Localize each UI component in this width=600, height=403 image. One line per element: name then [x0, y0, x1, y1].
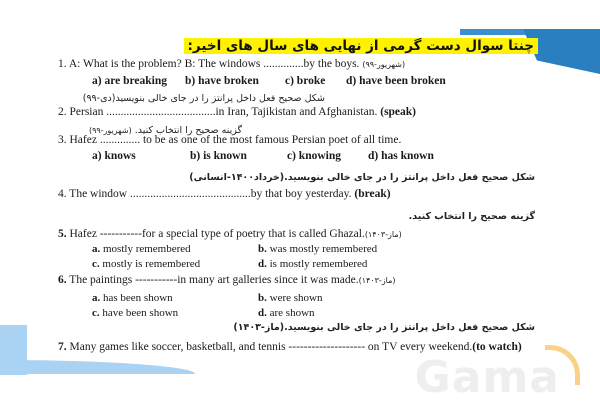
page-title: چنتا سوال دست گرمی از نهایی های سال های اخیر:	[184, 38, 538, 54]
q1-option-c: c) broke	[285, 75, 326, 87]
question-2-hint: (speak)	[380, 106, 417, 118]
q1-option-a: a) are breaking	[92, 75, 167, 87]
q5-option-b: b. was mostly remembered	[258, 243, 378, 255]
question-5	[58, 228, 402, 240]
question-6-source: (ماز-۱۴۰۳)	[358, 276, 396, 285]
q6-option-a: a. has been shown	[92, 292, 173, 304]
question-2	[58, 106, 416, 118]
q1-option-d: d) have been broken	[346, 75, 446, 87]
instruction-4: گزینه صحیح را انتخاب کنید.	[408, 211, 535, 222]
q6-option-c: c. have been shown	[92, 307, 179, 319]
q3-option-a: a) knows	[92, 150, 136, 162]
question-7	[58, 341, 522, 353]
instruction-3: شکل صحیح فعل داخل پرانتز را در جای خالی بنویسید.(خرداد۱۴۰۰-انسانی)	[189, 172, 535, 183]
instruction-1: شکل صحیح فعل داخل پرانتز را در جای خالی بنویسید(دی-۹۹)	[82, 93, 325, 104]
q5-option-d: d. is mostly remembered	[258, 258, 368, 270]
q3-option-d: d) has known	[368, 150, 434, 162]
question-2-text: 2. Persian ......................................in Iran, Tajikistan and Afghanistan.	[58, 106, 378, 118]
question-1-text: 1. A: What is the problem? B: The windows ..............by the boys.	[58, 58, 360, 70]
q6-option-b: b. were shown	[258, 292, 323, 304]
question-4	[58, 188, 391, 200]
question-5-source: (ماز-۱۴۰۳)	[364, 230, 402, 239]
instruction-2-text: گزینه صحیح را انتخاب کنید.	[134, 125, 242, 136]
instruction-6: شکل صحیح فعل داخل پرانتز را در جای خالی بنویسید.(ماز-۱۴۰۳)	[233, 322, 535, 333]
q5-option-a: a. mostly remembered	[92, 243, 191, 255]
q1-option-b: b) have broken	[185, 75, 259, 87]
q3-option-b: b) is known	[190, 150, 247, 162]
question-3: 3. Hafez .............. to be as one of the most famous Persian poet of all time.	[58, 134, 402, 146]
question-7-text: Many games like soccer, basketball, and tennis -------------------- on TV every weekend.	[66, 341, 473, 353]
question-6-text: The paintings -----------in many art galleries since it was made.	[66, 274, 359, 286]
q6-option-d: d. are shown	[258, 307, 315, 319]
footer-decoration-wave	[0, 360, 195, 374]
question-1-source: (شهریور-۹۹)	[362, 60, 406, 69]
question-5-number: 5.	[58, 228, 67, 240]
question-4-text: 4. The window ..........................................by that boy yesterday.	[58, 188, 352, 200]
q5-option-c: c. mostly is remembered	[92, 258, 201, 270]
question-6-number: 6.	[58, 274, 67, 286]
q3-option-c: c) knowing	[287, 150, 341, 162]
watermark-logo: Gama	[414, 352, 560, 403]
question-7-number: 7.	[58, 341, 67, 353]
instruction-2-source: (شهریور-۹۹)	[88, 126, 132, 135]
question-5-text: Hafez -----------for a special type of poetry that is called Ghazal.	[66, 228, 365, 240]
question-1	[58, 58, 405, 70]
question-6	[58, 274, 396, 286]
question-4-hint: (break)	[354, 188, 391, 200]
question-7-hint: (to watch)	[472, 341, 522, 353]
